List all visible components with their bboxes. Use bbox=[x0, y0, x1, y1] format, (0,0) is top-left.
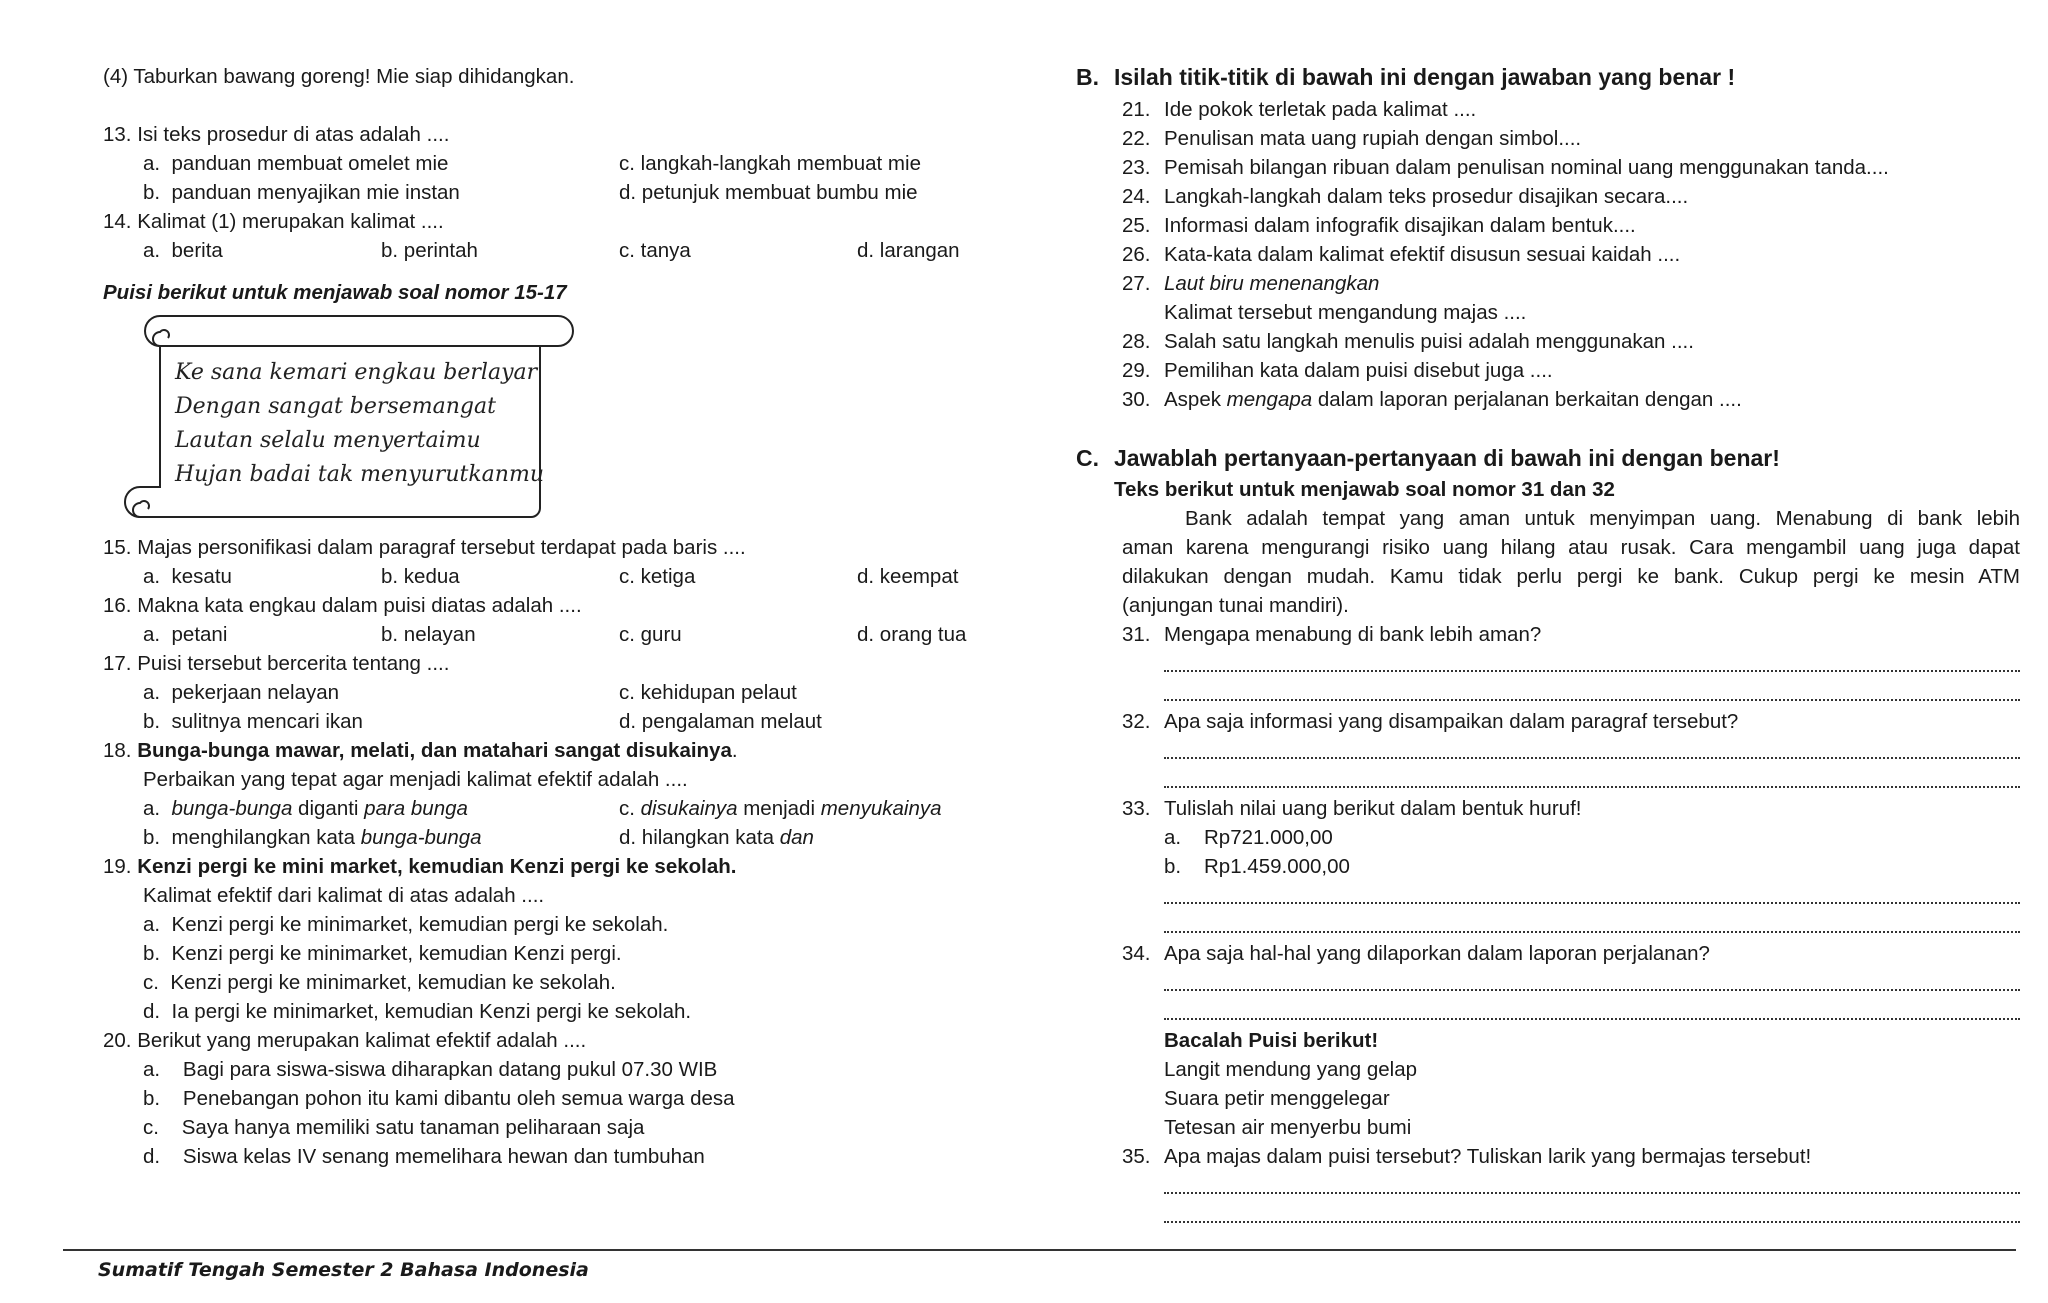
answer-line-32b[interactable] bbox=[1164, 786, 2020, 788]
q17-option-d: d. pengalaman melaut bbox=[619, 710, 822, 733]
q16-option-b: b. nelayan bbox=[381, 623, 476, 646]
question-21: 21. Ide pokok terletak pada kalimat .... bbox=[1122, 98, 1477, 121]
q15-option-d: d. keempat bbox=[857, 565, 959, 588]
paragraph-line-2: aman karena mengurangi risiko uang hilang atau rusak. Cara mengambil uang juga dapat bbox=[1122, 536, 2020, 559]
question-27: 27. Laut biru menenangkan bbox=[1122, 272, 1380, 295]
q15-option-a: a. kesatu bbox=[143, 565, 232, 588]
q18-option-d: d. hilangkan kata dan bbox=[619, 826, 814, 849]
q13-option-c: c. langkah-langkah membuat mie bbox=[619, 152, 921, 175]
answer-line-35a[interactable] bbox=[1164, 1192, 2020, 1194]
q19-subquestion: Kalimat efektif dari kalimat di atas adalah .... bbox=[143, 884, 545, 907]
q14-option-a: a. berita bbox=[143, 239, 223, 262]
q33-item-b: b. Rp1.459.000,00 bbox=[1164, 855, 1350, 878]
answer-line-35b[interactable] bbox=[1164, 1221, 2020, 1223]
question-23: 23. Pemisah bilangan ribuan dalam penulisan nominal uang menggunakan tanda.... bbox=[1122, 156, 1889, 179]
question-31: 31. Mengapa menabung di bank lebih aman? bbox=[1122, 623, 1542, 646]
question-16: 16. Makna kata engkau dalam puisi diatas adalah .... bbox=[103, 594, 582, 617]
question-18: 18. Bunga-bunga mawar, melati, dan matahari sangat disukainya. bbox=[103, 739, 738, 762]
section-b-heading: B. Isilah titik-titik di bawah ini dengan jawaban yang benar ! bbox=[1076, 64, 1736, 90]
procedure-step-4: (4) Taburkan bawang goreng! Mie siap dihidangkan. bbox=[103, 65, 575, 88]
question-13: 13. Isi teks prosedur di atas adalah .... bbox=[103, 123, 450, 146]
q20-option-a: a. Bagi para siswa-siswa diharapkan datang pukul 07.30 WIB bbox=[143, 1058, 718, 1081]
question-29: 29. Pemilihan kata dalam puisi disebut juga .... bbox=[1122, 359, 1553, 382]
question-34: 34. Apa saja hal-hal yang dilaporkan dalam laporan perjalanan? bbox=[1122, 942, 1710, 965]
q18-option-c: c. disukainya menjadi menyukainya bbox=[619, 797, 942, 820]
q20-option-d: d. Siswa kelas IV senang memelihara hewan dan tumbuhan bbox=[143, 1145, 705, 1168]
q19-option-d: d. Ia pergi ke minimarket, kemudian Kenzi pergi ke sekolah. bbox=[143, 1000, 692, 1023]
poem-line-4: Hujan badai tak menyurutkanmu bbox=[175, 462, 544, 487]
poem2-line-2: Suara petir menggelegar bbox=[1164, 1087, 1390, 1110]
answer-line-34a[interactable] bbox=[1164, 989, 2020, 991]
q17-option-b: b. sulitnya mencari ikan bbox=[143, 710, 363, 733]
q33-item-a: a. Rp721.000,00 bbox=[1164, 826, 1333, 849]
answer-line-33b[interactable] bbox=[1164, 931, 2020, 933]
q17-option-c: c. kehidupan pelaut bbox=[619, 681, 797, 704]
poem2-line-1: Langit mendung yang gelap bbox=[1164, 1058, 1418, 1081]
poem-line-2: Dengan sangat bersemangat bbox=[175, 394, 496, 419]
footer-rule bbox=[63, 1249, 2016, 1251]
question-24: 24. Langkah-langkah dalam teks prosedur disajikan secara.... bbox=[1122, 185, 1689, 208]
answer-line-33a[interactable] bbox=[1164, 902, 2020, 904]
q19-option-b: b. Kenzi pergi ke minimarket, kemudian Kenzi pergi. bbox=[143, 942, 622, 965]
footer-text: Sumatif Tengah Semester 2 Bahasa Indonesia bbox=[98, 1259, 589, 1281]
q13-option-a: a. panduan membuat omelet mie bbox=[143, 152, 449, 175]
answer-line-31a[interactable] bbox=[1164, 670, 2020, 672]
q13-option-d: d. petunjuk membuat bumbu mie bbox=[619, 181, 918, 204]
question-33: 33. Tulislah nilai uang berikut dalam bentuk huruf! bbox=[1122, 797, 1582, 820]
paragraph-line-3: dilakukan dengan mudah. Kamu tidak perlu pergi ke bank. Cukup pergi ke mesin ATM bbox=[1122, 565, 2020, 588]
question-30: 30. Aspek mengapa dalam laporan perjalanan berkaitan dengan .... bbox=[1122, 388, 1742, 411]
question-32: 32. Apa saja informasi yang disampaikan dalam paragraf tersebut? bbox=[1122, 710, 1739, 733]
question-35: 35. Apa majas dalam puisi tersebut? Tuliskan larik yang bermajas tersebut! bbox=[1122, 1145, 1812, 1168]
q16-option-d: d. orang tua bbox=[857, 623, 967, 646]
poem2-line-3: Tetesan air menyerbu bumi bbox=[1164, 1116, 1412, 1139]
question-28: 28. Salah satu langkah menulis puisi adalah menggunakan .... bbox=[1122, 330, 1694, 353]
poem2-heading: Bacalah Puisi berikut! bbox=[1164, 1029, 1379, 1052]
q16-option-c: c. guru bbox=[619, 623, 682, 646]
answer-line-34b[interactable] bbox=[1164, 1018, 2020, 1020]
paragraph-line-1: Bank adalah tempat yang aman untuk menyimpan uang. Menabung di bank lebih bbox=[1185, 507, 2020, 530]
q16-option-a: a. petani bbox=[143, 623, 228, 646]
q18-option-a: a. bunga-bunga diganti para bunga bbox=[143, 797, 468, 820]
q15-option-b: b. kedua bbox=[381, 565, 460, 588]
q14-option-c: c. tanya bbox=[619, 239, 691, 262]
question-26: 26. Kata-kata dalam kalimat efektif disusun sesuai kaidah .... bbox=[1122, 243, 1681, 266]
q18-option-b: b. menghilangkan kata bunga-bunga bbox=[143, 826, 482, 849]
question-14: 14. Kalimat (1) merupakan kalimat .... bbox=[103, 210, 444, 233]
q14-option-b: b. perintah bbox=[381, 239, 478, 262]
question-17: 17. Puisi tersebut bercerita tentang .... bbox=[103, 652, 450, 675]
answer-line-32a[interactable] bbox=[1164, 757, 2020, 759]
question-22: 22. Penulisan mata uang rupiah dengan simbol.... bbox=[1122, 127, 1582, 150]
question-19: 19. Kenzi pergi ke mini market, kemudian Kenzi pergi ke sekolah. bbox=[103, 855, 737, 878]
q19-option-c: c. Kenzi pergi ke minimarket, kemudian ke sekolah. bbox=[143, 971, 616, 994]
q27-subquestion: Kalimat tersebut mengandung majas .... bbox=[1164, 301, 1527, 324]
q13-option-b: b. panduan menyajikan mie instan bbox=[143, 181, 460, 204]
section-c-heading: C. Jawablah pertanyaan-pertanyaan di bawah ini dengan benar! bbox=[1076, 445, 1780, 471]
q19-option-a: a. Kenzi pergi ke minimarket, kemudian pergi ke sekolah. bbox=[143, 913, 669, 936]
poem-heading: Puisi berikut untuk menjawab soal nomor 15-17 bbox=[103, 281, 567, 304]
q20-option-c: c. Saya hanya memiliki satu tanaman peliharaan saja bbox=[143, 1116, 645, 1139]
q14-option-d: d. larangan bbox=[857, 239, 960, 262]
q17-option-a: a. pekerjaan nelayan bbox=[143, 681, 340, 704]
poem-line-3: Lautan selalu menyertaimu bbox=[175, 428, 481, 453]
question-15: 15. Majas personifikasi dalam paragraf tersebut terdapat pada baris .... bbox=[103, 536, 746, 559]
answer-line-31b[interactable] bbox=[1164, 699, 2020, 701]
question-20: 20. Berikut yang merupakan kalimat efektif adalah .... bbox=[103, 1029, 587, 1052]
poem-line-1: Ke sana kemari engkau berlayar bbox=[175, 360, 538, 385]
question-25: 25. Informasi dalam infografik disajikan dalam bentuk.... bbox=[1122, 214, 1636, 237]
q20-option-b: b. Penebangan pohon itu kami dibantu oleh semua warga desa bbox=[143, 1087, 735, 1110]
paragraph-line-4: (anjungan tunai mandiri). bbox=[1122, 594, 1349, 617]
q15-option-c: c. ketiga bbox=[619, 565, 696, 588]
q18-subquestion: Perbaikan yang tepat agar menjadi kalimat efektif adalah .... bbox=[143, 768, 688, 791]
text-heading: Teks berikut untuk menjawab soal nomor 31 dan 32 bbox=[1114, 478, 1615, 501]
